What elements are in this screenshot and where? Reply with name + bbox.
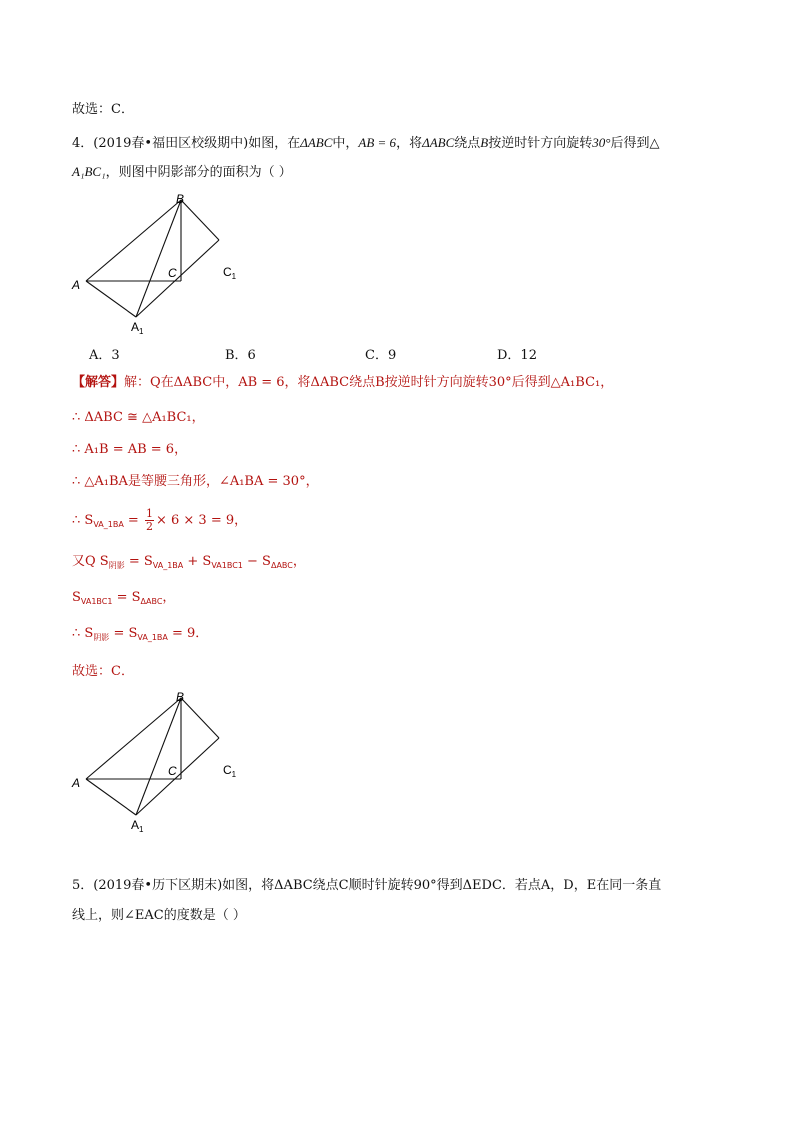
option-a[interactable]: A．3	[89, 348, 120, 363]
fraction-one-half: $\frac{1}{2}$	[145, 507, 153, 533]
label-a1: $A_1$	[131, 320, 144, 335]
label-a: A	[72, 776, 81, 790]
previous-answer: 故选：C．	[72, 102, 134, 117]
label-c1: $C_1$	[223, 265, 237, 281]
option-d[interactable]: D．12	[497, 348, 537, 363]
label-a: A	[72, 278, 81, 292]
solution-line-4: ∴ △A₁BA是等腰三角形，∠A₁BA = 30°，	[72, 474, 319, 489]
option-c[interactable]: C．9	[365, 348, 397, 363]
area-symbol: ∴ S	[72, 513, 94, 528]
math-ab-equals-6: AB = 6	[358, 135, 397, 150]
label-b: B	[176, 192, 185, 206]
question-4-line-2	[72, 162, 292, 183]
subscript: VA1BC1	[80, 597, 113, 606]
solution-line-7: $S_{VA1BC1} = S_{\Delta ABC}$，	[72, 590, 176, 606]
solution-line-1	[72, 373, 613, 393]
question-source: (2019春•福田区校级期中)	[93, 136, 249, 151]
question-5-line-1: 5．(2019春•历下区期末)如图，将ΔABC绕点C顺时针旋转90°得到ΔEDC．若点A，D，E在同一条直	[72, 878, 662, 893]
calculation: × 6 × 3 = 9，	[155, 513, 248, 528]
subscript: ΔABC	[140, 597, 163, 606]
stem-text: 中，	[332, 136, 359, 151]
solution-tag: 【解答】	[72, 375, 125, 390]
subscript: VA_1BA	[137, 633, 168, 642]
question-number: 4．	[72, 136, 94, 151]
math-point-b: B	[480, 135, 489, 150]
question-5-line-2: 线上，则∠EAC的度数是（ ）	[72, 908, 246, 923]
label-c1: $C_1$	[223, 763, 237, 779]
solution-line-8: ∴ $S_{阴影} = S_{VA\_1BA} = 9$．	[72, 626, 209, 642]
solution-line-5: ∴ $S_{VA\_1BA}$ = $\frac{1}{2}$ × 6 × 3 = 9，	[72, 507, 248, 533]
stem-text: 按逆时针方向旋转	[488, 136, 593, 151]
stem-text: ，将	[396, 136, 423, 151]
stem-text: 后得到△	[610, 136, 660, 151]
solution-line-6: 又Q $S_{阴影} = S_{VA\_1BA} + S_{VA1BC1} - S_{\Delta ABC}$，	[72, 554, 306, 570]
option-b[interactable]: B．6	[225, 348, 256, 363]
solution-line-2: ∴ ΔABC ≅ △A₁BC₁，	[72, 410, 205, 425]
subscript: ΔABC	[270, 561, 293, 570]
geometry-figure-2	[68, 688, 248, 833]
subscript: VA1BC1	[211, 561, 243, 570]
solution-line-3: ∴ A₁B = AB = 6，	[72, 442, 188, 457]
math-angle-30: 30°	[592, 135, 611, 150]
question-4-line-1	[72, 133, 659, 154]
label-c: C	[168, 266, 177, 280]
label-a1: $A_1$	[131, 818, 144, 833]
geometry-figure-1	[68, 190, 248, 335]
stem-text: 绕点	[454, 136, 481, 151]
math-triangle-a1bc1: A₁BC₁	[72, 164, 106, 179]
subscript: VA_1BA	[93, 520, 124, 529]
subscript: VA_1BA	[152, 561, 184, 570]
solution-answer: 故选：C．	[72, 664, 134, 679]
math-triangle-abc: ΔABC	[300, 135, 333, 150]
subscript: 阴影	[108, 561, 125, 570]
label-c: C	[168, 764, 177, 778]
label-b: B	[176, 690, 185, 704]
stem-text: 如图，在	[248, 136, 301, 151]
math-triangle-abc: ΔABC	[422, 135, 455, 150]
solution-text: 解：Q在ΔABC中，AB = 6，将ΔABC绕点B按逆时针方向旋转30°后得到△A₁BC₁，	[124, 375, 614, 390]
subscript: 阴影	[93, 633, 110, 642]
stem-text: ，则图中阴影部分的面积为（ ）	[105, 165, 292, 180]
